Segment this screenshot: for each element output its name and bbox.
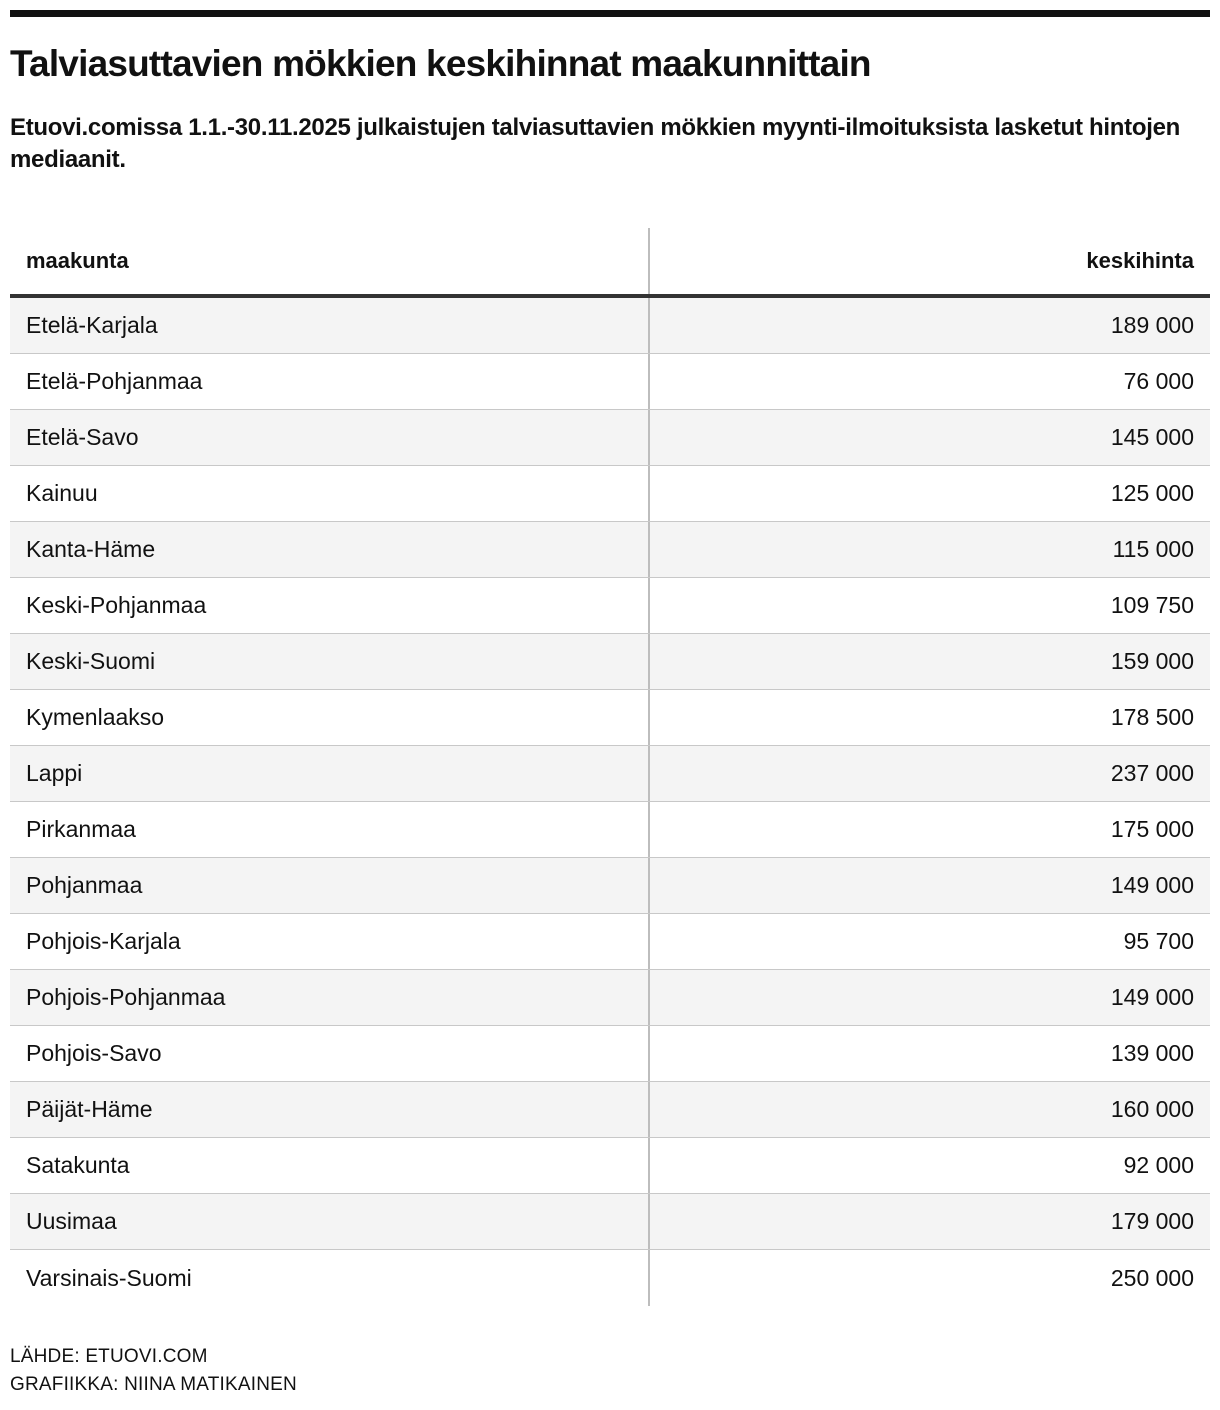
cell-maakunta: Uusimaa — [26, 1208, 117, 1234]
column-divider — [648, 634, 650, 689]
cell-keskihinta: 76 000 — [1123, 368, 1194, 394]
price-table — [10, 228, 1210, 1306]
cell-keskihinta: 95 700 — [1123, 928, 1194, 954]
cell-maakunta: Kymenlaakso — [26, 704, 165, 730]
cell-keskihinta: 160 000 — [1110, 1096, 1194, 1122]
cell-keskihinta: 149 000 — [1110, 872, 1194, 898]
cell-keskihinta: 115 000 — [1112, 536, 1194, 562]
cell-maakunta: Pirkanmaa — [26, 816, 136, 842]
cell-maakunta: Lappi — [26, 760, 83, 786]
top-rule — [10, 10, 1210, 17]
header-keskihinta: keskihinta — [1086, 248, 1194, 273]
column-divider — [648, 228, 650, 294]
table-row — [10, 354, 1210, 410]
table-row — [10, 466, 1210, 522]
cell-maakunta: Satakunta — [26, 1152, 130, 1178]
header-maakunta: maakunta — [26, 248, 129, 273]
cell-keskihinta: 189 000 — [1110, 312, 1194, 338]
table-row — [10, 1194, 1210, 1250]
column-divider — [648, 1138, 650, 1193]
cell-maakunta: Etelä-Karjala — [26, 312, 158, 338]
column-divider — [648, 1250, 650, 1306]
cell-maakunta: Etelä-Pohjanmaa — [26, 368, 203, 394]
table-row — [10, 858, 1210, 914]
cell-keskihinta: 139 000 — [1110, 1040, 1194, 1066]
table-header — [10, 228, 1210, 298]
column-divider — [648, 578, 650, 633]
column-divider — [648, 858, 650, 913]
column-divider — [648, 690, 650, 745]
credit-note: GRAFIIKKA: NIINA MATIKAINEN — [10, 1374, 297, 1395]
cell-maakunta: Pohjois-Pohjanmaa — [26, 984, 226, 1010]
table-row — [10, 1082, 1210, 1138]
cell-keskihinta: 250 000 — [1110, 1264, 1194, 1291]
table-body — [10, 298, 1210, 1306]
table-row — [10, 1026, 1210, 1082]
cell-maakunta: Pohjois-Savo — [26, 1040, 162, 1066]
cell-keskihinta: 159 000 — [1110, 648, 1194, 674]
cell-maakunta: Keski-Pohjanmaa — [26, 592, 207, 618]
table-row — [10, 1250, 1210, 1306]
column-divider — [648, 1082, 650, 1137]
table-row — [10, 634, 1210, 690]
column-divider — [648, 410, 650, 465]
table-row — [10, 746, 1210, 802]
column-divider — [648, 466, 650, 521]
column-divider — [648, 914, 650, 969]
cell-keskihinta: 125 000 — [1110, 480, 1194, 506]
column-divider — [648, 1026, 650, 1081]
cell-maakunta: Kainuu — [26, 480, 98, 506]
cell-keskihinta: 149 000 — [1110, 984, 1194, 1010]
table-row — [10, 690, 1210, 746]
table-row — [10, 802, 1210, 858]
column-divider — [648, 522, 650, 577]
cell-keskihinta: 237 000 — [1110, 760, 1194, 786]
column-divider — [648, 298, 650, 353]
cell-maakunta: Pohjanmaa — [26, 872, 143, 898]
page-subtitle: Etuovi.comissa 1.1.-30.11.2025 julkaistujen talviasuttavien mökkien myynti-ilmoituksista lasketut hintojen mediaanit. — [10, 114, 1180, 173]
table-row — [10, 914, 1210, 970]
column-divider — [648, 746, 650, 801]
page-title: Talviasuttavien mökkien keskihinnat maakunnittain — [10, 43, 871, 84]
column-divider — [648, 802, 650, 857]
table-row — [10, 1138, 1210, 1194]
cell-maakunta: Etelä-Savo — [26, 424, 139, 450]
table-row — [10, 578, 1210, 634]
cell-keskihinta: 92 000 — [1123, 1152, 1194, 1178]
column-divider — [648, 354, 650, 409]
table-row — [10, 522, 1210, 578]
cell-maakunta: Varsinais-Suomi — [26, 1264, 192, 1291]
table-row — [10, 410, 1210, 466]
table-row — [10, 970, 1210, 1026]
cell-keskihinta: 179 000 — [1110, 1208, 1194, 1234]
cell-keskihinta: 145 000 — [1110, 424, 1194, 450]
cell-maakunta: Kanta-Häme — [26, 536, 156, 562]
column-divider — [648, 970, 650, 1025]
table-row — [10, 298, 1210, 354]
cell-keskihinta: 109 750 — [1110, 592, 1194, 618]
cell-maakunta: Keski-Suomi — [26, 648, 156, 674]
cell-maakunta: Pohjois-Karjala — [26, 928, 181, 954]
cell-maakunta: Päijät-Häme — [26, 1096, 153, 1122]
source-note: LÄHDE: ETUOVI.COM — [10, 1346, 208, 1367]
cell-keskihinta: 175 000 — [1110, 816, 1194, 842]
column-divider — [648, 1194, 650, 1249]
footer — [10, 1343, 297, 1399]
cell-keskihinta: 178 500 — [1110, 704, 1194, 730]
